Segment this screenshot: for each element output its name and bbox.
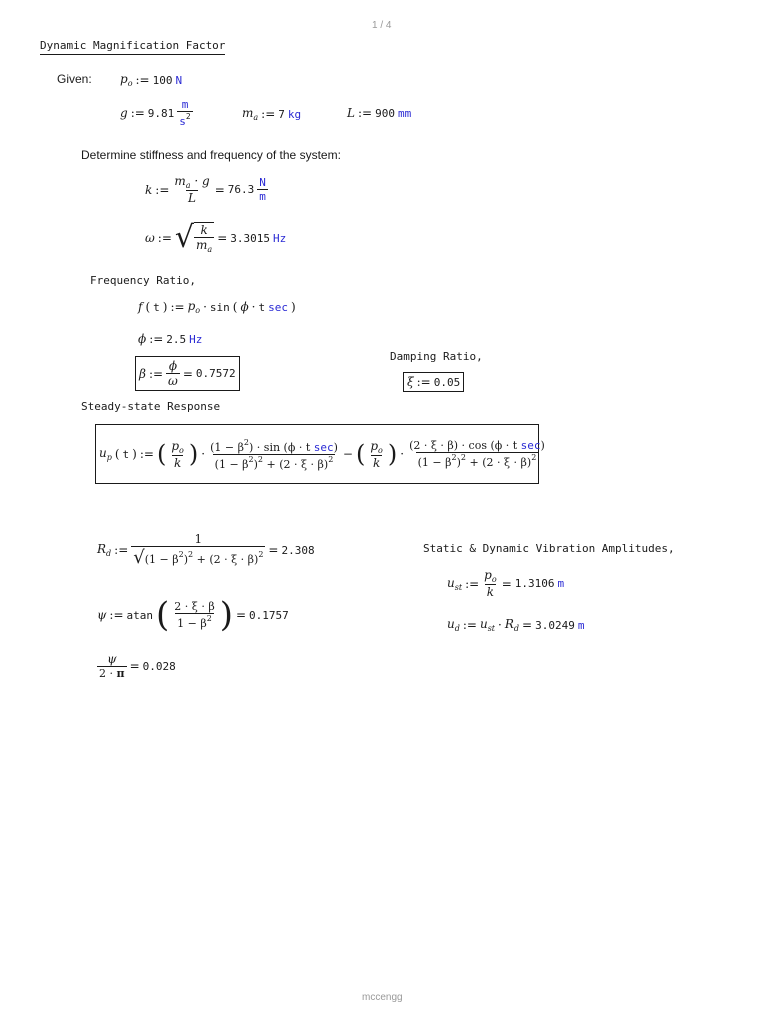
g-value: 9.81 <box>147 106 175 120</box>
f-unit: sec <box>268 300 288 314</box>
omega-unit: Hz <box>273 231 287 245</box>
k-equation: k := $\frac{m_a \cdot g}{L}$ = 76.3 $\frac{N}{m}$ <box>145 174 266 205</box>
po-definition: $p_o$ := 100 N <box>120 72 183 88</box>
beta-result: 0.7572 <box>195 367 236 380</box>
ust-equation: $u_{st}$ := $\frac{p_o}{k}$ = 1.3106 m <box>447 568 565 599</box>
L-value: 900 <box>375 106 395 120</box>
phi-unit: Hz <box>189 332 203 346</box>
ust-result: 1.3106 <box>514 577 555 590</box>
g-unit-num: m <box>181 98 189 111</box>
ma-value: 7 <box>278 107 285 121</box>
k-unit-den: m <box>259 190 266 203</box>
ma-definition: $m_a$ := 7 kg <box>242 106 302 122</box>
psi-result: 0.1757 <box>249 608 289 622</box>
g-definition: g := 9.81 $\frac{m}{s^2}$ <box>120 98 191 128</box>
L-definition: L := 900 mm <box>347 106 412 120</box>
rd-result: 2.308 <box>281 543 315 557</box>
ud-result: 3.0249 <box>535 618 575 632</box>
po-unit: N <box>175 73 183 87</box>
force-function: f ( t ) := $p_o$ · sin ( ϕ · t sec ) <box>138 299 296 315</box>
po-value: 100 <box>152 73 173 87</box>
k-unit-num: N <box>259 176 266 189</box>
phi-definition: ϕ := 2.5 Hz <box>138 332 203 346</box>
steady-unit-1: sec <box>313 440 334 454</box>
xi-definition: ξ := 0.05 <box>403 372 464 392</box>
damping-heading: Damping Ratio, <box>390 350 483 363</box>
steady-unit-2: sec <box>520 439 541 452</box>
ust-unit: m <box>557 577 565 590</box>
rd-equation: $R_d$ := $\frac{1}{√(1 - \beta^2)^2 + (2 \cdot \xi \cdot \beta)^2}$ = 2.308 <box>97 532 315 568</box>
ud-unit: m <box>577 618 585 632</box>
page-number: 1 / 4 <box>372 20 392 31</box>
steady-heading: Steady-state Response <box>81 400 221 413</box>
page-footer: mccengg <box>362 992 403 1003</box>
psi-equation: ψ := atan ( $\frac{2 \cdot \xi \cdot \beta}{1 - \beta^2}$ ) = 0.1757 <box>97 595 289 635</box>
phi-value: 2.5 <box>166 332 187 346</box>
xi-value: 0.05 <box>433 375 461 389</box>
psi-ratio-result: 0.028 <box>142 659 176 673</box>
omega-result: 3.3015 <box>230 231 271 245</box>
psi-ratio-equation: $\frac{\psi}{2 \cdot \pi}$ = 0.028 <box>99 652 176 680</box>
amplitudes-heading: Static & Dynamic Vibration Amplitudes, <box>423 542 675 555</box>
steady-state-equation: $u_p$ ( t ) := ( $\frac{p_o}{k}$ ) · $\frac{(1 - \beta^2) \cdot \sin (\phi \cdot t \sec)}{(1 - \beta^2)^2 + (2 \cdot \xi \cdot \beta)^2}$ − ( $\frac{p_o}{k}$ ) · $\frac{\text{(2 · ξ · β) · cos (ϕ · t sec)}}{(1 - \beta^2)^2 + (2 \cdot \xi \cdot \beta)^2}$ <box>95 424 539 484</box>
L-unit: mm <box>397 106 412 120</box>
k-result: 76.3 <box>227 183 255 196</box>
ud-equation: $u_d$ := $u_{st}$ · $R_d$ = 3.0249 m <box>447 617 585 633</box>
stiffness-heading: Determine stiffness and frequency of the system: <box>81 148 341 162</box>
g-unit-den: s <box>179 115 186 128</box>
ma-unit: kg <box>287 107 302 121</box>
freq-ratio-heading: Frequency Ratio, <box>90 274 196 287</box>
beta-equation: β := $\frac{\phi}{\omega}$ = 0.7572 <box>135 356 240 391</box>
page-title: Dynamic Magnification Factor <box>40 39 225 55</box>
given-label: Given: <box>57 72 92 86</box>
omega-equation: ω := √ $\frac{k}{m_a}$ = 3.3015 Hz <box>145 220 287 255</box>
